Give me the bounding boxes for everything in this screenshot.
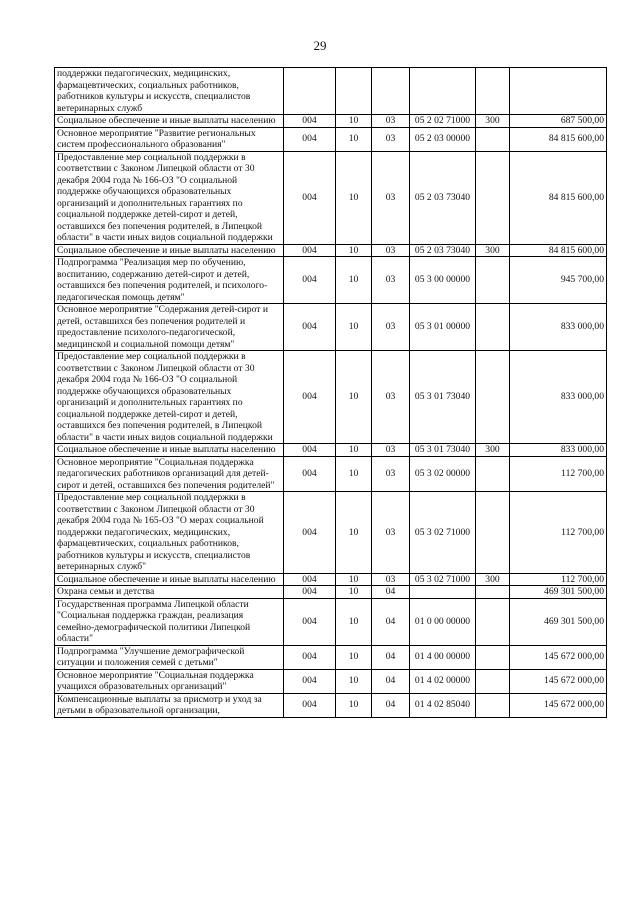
subsection-cell: 03 bbox=[372, 115, 410, 128]
row-description: Предоставление мер социальной поддержки в соответствии с Законом Липецкой области от 30 декабря 2004 года № 166-ОЗ "О социальной поддержке обучающихся образовательных организаций и дополнительных гарантиях по социальной поддержке детей-сирот и детей, оставшихся без попечения родителей, в Липецкой области" в части иных видов социальной поддержки bbox=[55, 351, 284, 444]
admin-code-cell: 004 bbox=[284, 693, 336, 717]
table-row bbox=[55, 257, 607, 304]
subsection-cell: 04 bbox=[372, 598, 410, 645]
table-row bbox=[55, 669, 607, 693]
expense-type-cell bbox=[476, 68, 510, 115]
subsection-cell: 04 bbox=[372, 586, 410, 599]
target-article-cell bbox=[410, 586, 476, 599]
target-article-cell: 01 4 02 85040 bbox=[410, 693, 476, 717]
target-article-cell: 05 2 02 71000 bbox=[410, 115, 476, 128]
admin-code-cell: 004 bbox=[284, 257, 336, 304]
table-row bbox=[55, 304, 607, 351]
admin-code-cell: 004 bbox=[284, 598, 336, 645]
admin-code-cell: 004 bbox=[284, 351, 336, 444]
expense-type-cell bbox=[476, 127, 510, 151]
target-article-cell: 05 3 01 73040 bbox=[410, 351, 476, 444]
expense-type-cell bbox=[476, 693, 510, 717]
section-cell: 10 bbox=[336, 669, 372, 693]
target-article-cell: 05 3 01 73040 bbox=[410, 444, 476, 457]
table-row bbox=[55, 586, 607, 599]
row-description: Основное мероприятие "Социальная поддержка учащихся образовательных организаций" bbox=[55, 669, 284, 693]
table-row bbox=[55, 598, 607, 645]
table-row bbox=[55, 244, 607, 257]
row-description: поддержки педагогических, медицинских, фармацевтических, социальных работников, работников культуры и искусств, специалистов ветеринарных служб bbox=[55, 68, 284, 115]
section-cell: 10 bbox=[336, 351, 372, 444]
row-description: Предоставление мер социальной поддержки в соответствии с Законом Липецкой области от 30 декабря 2004 года № 165-ОЗ "О мерах социальной поддержки педагогических, медицинских, фармацевтических, социальных работников, работников культуры и искусств, специалистов ветеринарных служб" bbox=[55, 492, 284, 574]
table-row bbox=[55, 151, 607, 244]
section-cell: 10 bbox=[336, 444, 372, 457]
admin-code-cell: 004 bbox=[284, 492, 336, 574]
amount-cell: 112 700,00 bbox=[510, 573, 607, 586]
budget-table bbox=[54, 67, 607, 718]
table-row bbox=[55, 492, 607, 574]
row-description: Социальное обеспечение и иные выплаты населению bbox=[55, 573, 284, 586]
row-description: Основное мероприятие "Развитие региональных систем профессионального образования" bbox=[55, 127, 284, 151]
expense-type-cell bbox=[476, 257, 510, 304]
section-cell: 10 bbox=[336, 456, 372, 492]
admin-code-cell: 004 bbox=[284, 244, 336, 257]
target-article-cell: 01 4 02 00000 bbox=[410, 669, 476, 693]
admin-code-cell: 004 bbox=[284, 151, 336, 244]
section-cell: 10 bbox=[336, 115, 372, 128]
admin-code-cell: 004 bbox=[284, 115, 336, 128]
section-cell: 10 bbox=[336, 645, 372, 669]
expense-type-cell bbox=[476, 151, 510, 244]
amount-cell: 687 500,00 bbox=[510, 115, 607, 128]
subsection-cell: 03 bbox=[372, 492, 410, 574]
expense-type-cell bbox=[476, 586, 510, 599]
expense-type-cell: 300 bbox=[476, 115, 510, 128]
section-cell: 10 bbox=[336, 244, 372, 257]
amount-cell: 145 672 000,00 bbox=[510, 645, 607, 669]
target-article-cell bbox=[410, 68, 476, 115]
row-description: Подпрограмма "Реализация мер по обучению, воспитанию, содержанию детей-сирот и детей, оставшихся без попечения родителей, и психолого-педагогическая помощь детям" bbox=[55, 257, 284, 304]
target-article-cell: 05 2 03 73040 bbox=[410, 244, 476, 257]
section-cell: 10 bbox=[336, 492, 372, 574]
expense-type-cell bbox=[476, 304, 510, 351]
amount-cell: 945 700,00 bbox=[510, 257, 607, 304]
section-cell: 10 bbox=[336, 257, 372, 304]
section-cell: 10 bbox=[336, 586, 372, 599]
target-article-cell: 01 0 00 00000 bbox=[410, 598, 476, 645]
table-row bbox=[55, 351, 607, 444]
budget-table-body bbox=[55, 68, 607, 718]
subsection-cell: 03 bbox=[372, 456, 410, 492]
amount-cell: 84 815 600,00 bbox=[510, 127, 607, 151]
section-cell: 10 bbox=[336, 127, 372, 151]
page-number: 29 bbox=[313, 38, 327, 53]
admin-code-cell: 004 bbox=[284, 456, 336, 492]
amount-cell: 833 000,00 bbox=[510, 444, 607, 457]
subsection-cell: 04 bbox=[372, 669, 410, 693]
amount-cell bbox=[510, 68, 607, 115]
row-description: Основное мероприятие "Содержания детей-сирот и детей, оставшихся без попечения родителей и предоставление психолого-педагогической, медицинской и социальной помощи детям" bbox=[55, 304, 284, 351]
target-article-cell: 05 2 03 00000 bbox=[410, 127, 476, 151]
admin-code-cell: 004 bbox=[284, 444, 336, 457]
amount-cell: 469 301 500,00 bbox=[510, 598, 607, 645]
row-description: Социальное обеспечение и иные выплаты населению bbox=[55, 444, 284, 457]
admin-code-cell: 004 bbox=[284, 645, 336, 669]
expense-type-cell bbox=[476, 598, 510, 645]
subsection-cell: 03 bbox=[372, 244, 410, 257]
expense-type-cell bbox=[476, 669, 510, 693]
table-row bbox=[55, 127, 607, 151]
row-description: Предоставление мер социальной поддержки в соответствии с Законом Липецкой области от 30 декабря 2004 года № 166-ОЗ "О социальной поддержке обучающихся образовательных организаций и дополнительных гарантиях по социальной поддержке детей-сирот и детей, оставшихся без попечения родителей, в Липецкой области" в части иных видов социальной поддержки bbox=[55, 151, 284, 244]
admin-code-cell: 004 bbox=[284, 669, 336, 693]
section-cell: 10 bbox=[336, 573, 372, 586]
table-row bbox=[55, 693, 607, 717]
table-row bbox=[55, 68, 607, 115]
amount-cell: 112 700,00 bbox=[510, 456, 607, 492]
amount-cell: 84 815 600,00 bbox=[510, 244, 607, 257]
expense-type-cell bbox=[476, 645, 510, 669]
amount-cell: 833 000,00 bbox=[510, 351, 607, 444]
table-row bbox=[55, 645, 607, 669]
admin-code-cell: 004 bbox=[284, 304, 336, 351]
expense-type-cell bbox=[476, 351, 510, 444]
admin-code-cell: 004 bbox=[284, 127, 336, 151]
subsection-cell: 03 bbox=[372, 151, 410, 244]
amount-cell: 84 815 600,00 bbox=[510, 151, 607, 244]
table-row bbox=[55, 115, 607, 128]
table-row bbox=[55, 444, 607, 457]
row-description: Компенсационные выплаты за присмотр и уход за детьми в образовательной организации, bbox=[55, 693, 284, 717]
expense-type-cell bbox=[476, 456, 510, 492]
target-article-cell: 05 3 01 00000 bbox=[410, 304, 476, 351]
amount-cell: 112 700,00 bbox=[510, 492, 607, 574]
amount-cell: 833 000,00 bbox=[510, 304, 607, 351]
section-cell bbox=[336, 68, 372, 115]
row-description: Основное мероприятие "Социальная поддержка педагогических работников организаций для детей-сирот и детей, оставшихся без попечения родителей" bbox=[55, 456, 284, 492]
row-description: Социальное обеспечение и иные выплаты населению bbox=[55, 244, 284, 257]
section-cell: 10 bbox=[336, 151, 372, 244]
admin-code-cell: 004 bbox=[284, 573, 336, 586]
target-article-cell: 05 2 03 73040 bbox=[410, 151, 476, 244]
expense-type-cell: 300 bbox=[476, 244, 510, 257]
target-article-cell: 05 3 00 00000 bbox=[410, 257, 476, 304]
expense-type-cell: 300 bbox=[476, 444, 510, 457]
row-description: Подпрограмма "Улучшение демографической ситуации и положения семей с детьми" bbox=[55, 645, 284, 669]
subsection-cell: 03 bbox=[372, 351, 410, 444]
subsection-cell: 04 bbox=[372, 645, 410, 669]
amount-cell: 469 301 500,00 bbox=[510, 586, 607, 599]
subsection-cell: 04 bbox=[372, 693, 410, 717]
subsection-cell: 03 bbox=[372, 573, 410, 586]
table-row bbox=[55, 573, 607, 586]
target-article-cell: 05 3 02 00000 bbox=[410, 456, 476, 492]
expense-type-cell: 300 bbox=[476, 573, 510, 586]
amount-cell: 145 672 000,00 bbox=[510, 693, 607, 717]
admin-code-cell: 004 bbox=[284, 586, 336, 599]
subsection-cell: 03 bbox=[372, 257, 410, 304]
row-description: Охрана семьи и детства bbox=[55, 586, 284, 599]
row-description: Государственная программа Липецкой области "Социальная поддержка граждан, реализация семейно-демографической политики Липецкой области" bbox=[55, 598, 284, 645]
subsection-cell: 03 bbox=[372, 444, 410, 457]
section-cell: 10 bbox=[336, 693, 372, 717]
amount-cell: 145 672 000,00 bbox=[510, 669, 607, 693]
subsection-cell: 03 bbox=[372, 304, 410, 351]
section-cell: 10 bbox=[336, 598, 372, 645]
admin-code-cell bbox=[284, 68, 336, 115]
target-article-cell: 01 4 00 00000 bbox=[410, 645, 476, 669]
target-article-cell: 05 3 02 71000 bbox=[410, 573, 476, 586]
subsection-cell: 03 bbox=[372, 127, 410, 151]
subsection-cell bbox=[372, 68, 410, 115]
target-article-cell: 05 3 02 71000 bbox=[410, 492, 476, 574]
expense-type-cell bbox=[476, 492, 510, 574]
section-cell: 10 bbox=[336, 304, 372, 351]
row-description: Социальное обеспечение и иные выплаты населению bbox=[55, 115, 284, 128]
table-row bbox=[55, 456, 607, 492]
